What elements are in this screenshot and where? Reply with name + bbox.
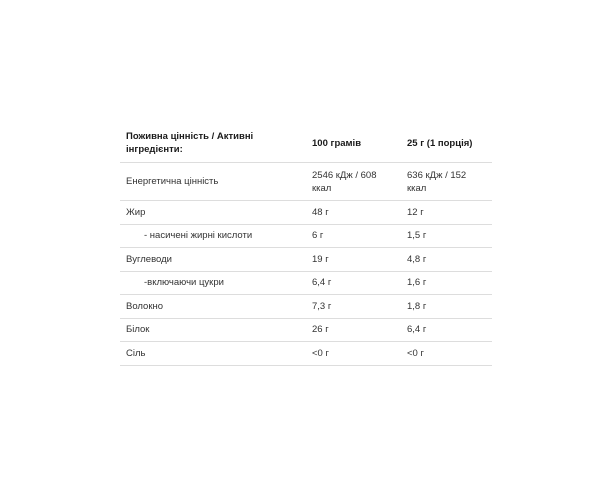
nutrient-name: Енергетична цінність [120, 163, 306, 201]
nutrient-name: - насичені жирні кислоти [120, 224, 306, 248]
table-row-fiber [120, 295, 492, 319]
table-row-energy [120, 163, 492, 201]
table-row-fat [120, 201, 492, 225]
value-per-100g: 6 г [306, 224, 401, 248]
value-per-serving: <0 г [401, 342, 492, 366]
value-per-serving: 6,4 г [401, 318, 492, 342]
nutrient-name: Сіль [120, 342, 306, 366]
value-per-serving: 1,5 г [401, 224, 492, 248]
header-per-serving: 25 г (1 порція) [401, 124, 492, 163]
value-per-serving: 1,6 г [401, 271, 492, 295]
nutrient-name: Волокно [120, 295, 306, 319]
table-header-row [120, 124, 492, 163]
nutrient-name: Вуглеводи [120, 248, 306, 272]
header-nutrient: Поживна цінність / Активні інгредієнти: [120, 124, 306, 163]
value-per-100g: <0 г [306, 342, 401, 366]
table-row-saturated-fat [120, 224, 492, 248]
table-row-sugars [120, 271, 492, 295]
nutrient-name: Жир [120, 201, 306, 225]
value-per-100g: 26 г [306, 318, 401, 342]
value-per-serving: 4,8 г [401, 248, 492, 272]
value-per-100g: 6,4 г [306, 271, 401, 295]
value-per-serving: 1,8 г [401, 295, 492, 319]
value-per-100g: 7,3 г [306, 295, 401, 319]
nutrition-table [120, 124, 492, 366]
header-per-100g: 100 грамів [306, 124, 401, 163]
value-per-100g: 19 г [306, 248, 401, 272]
value-per-serving: 636 кДж / 152 ккал [401, 163, 492, 201]
table-row-protein [120, 318, 492, 342]
table-row-salt [120, 342, 492, 366]
value-per-100g: 2546 кДж / 608 ккал [306, 163, 401, 201]
nutrient-name: Білок [120, 318, 306, 342]
value-per-100g: 48 г [306, 201, 401, 225]
table-row-carbohydrates [120, 248, 492, 272]
nutrient-name: -включаючи цукри [120, 271, 306, 295]
value-per-serving: 12 г [401, 201, 492, 225]
